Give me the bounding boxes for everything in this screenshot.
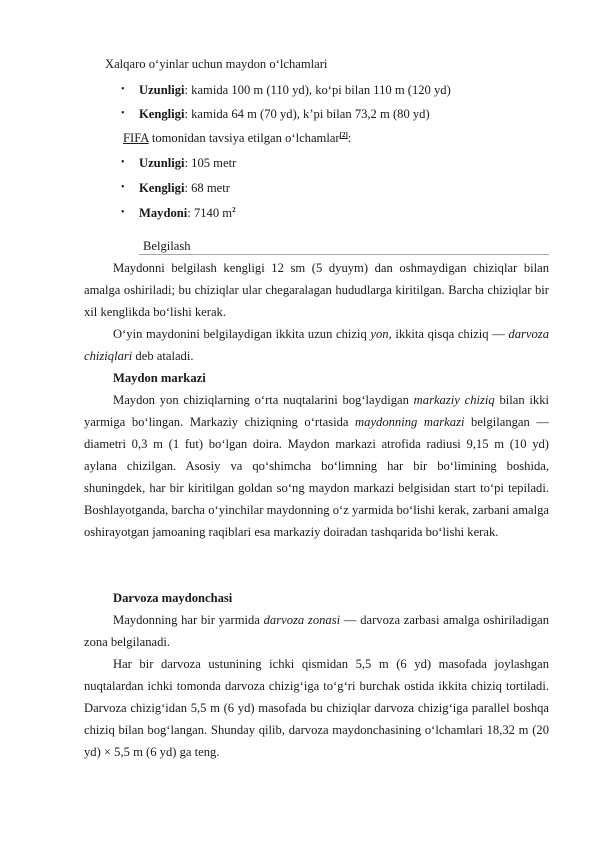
intl-length-item xyxy=(139,82,451,98)
bullet-marker: • xyxy=(121,157,125,168)
text-run: Maydon yon chiziqlarning oʻrta nuqtalarini bogʻlaydigan xyxy=(113,393,414,407)
subheading-markazi xyxy=(84,367,549,389)
item-label: Uzunligi xyxy=(139,83,185,97)
item-label: Maydoni xyxy=(139,206,188,220)
heading-divider xyxy=(139,254,549,255)
text-run: deb ataladi. xyxy=(132,349,194,363)
fifa-width-item xyxy=(139,180,230,196)
term-yon: yon, xyxy=(370,327,392,341)
term-darvoza-chiziqlari: darvoza chiziqlari xyxy=(84,327,549,363)
item-text: : kamida 100 m (110 yd), koʻpi bilan 110 m (120 yd) xyxy=(184,83,451,97)
fifa-area-item xyxy=(139,205,236,221)
superscript: 2 xyxy=(232,205,236,214)
paragraph-center xyxy=(84,389,549,543)
fifa-line xyxy=(123,130,351,146)
fifa-text: tomonidan tavsiya etilgan oʻlchamlar xyxy=(148,131,340,145)
subheading-text: Darvoza maydonchasi xyxy=(113,591,233,605)
bullet-marker: • xyxy=(121,182,125,193)
text-run: belgilangan — diametri 0,3 m (1 fut) boʻlgan doira. Maydon markazi atrofida radiusi 9,15 m (10 yd) aylana chizilgan. Asosiy va qoʻshimcha boʻlimning har bir boʻlimining boshida, shuningdek, har bir kiritilgan goldan soʻng maydon markazi belgisidan start toʻpi tepiladi. Boshlayotganda, barcha oʻyinchilar maydonning oʻz yarmida boʻlishi kerak, zarbani amalga oshirayotgan jamoaning raqiblari esa markaziy doiradan tashqarida boʻlishi kerak. xyxy=(84,415,549,539)
bullet-marker: • xyxy=(121,207,125,218)
item-label: Kengligi xyxy=(139,107,185,121)
text-run: Maydonning har bir yarmida xyxy=(113,613,264,627)
text-run: — darvoza zarbasi amalga oshiriladigan zona belgilanadi. xyxy=(84,613,550,649)
reference-link[interactable]: [2] xyxy=(339,130,348,139)
bullet-marker: • xyxy=(121,84,125,95)
item-text: : 105 metr xyxy=(184,156,237,170)
paragraph-sides xyxy=(84,323,549,367)
term-darvoza-zonasi: darvoza zonasi xyxy=(263,613,341,627)
subheading-darvoza xyxy=(84,587,549,609)
paragraph-lines: Maydonni belgilash kengligi 12 sm (5 dyuym) dan oshmaydigan chiziqlar bilan amalga oshiriladi; bu chiziqlar ular chegaralagan hududlarga kiritilgan. Barcha chiziqlar bir xil kenglikda boʻlishi kerak. xyxy=(84,261,549,319)
intro-line: Xalqaro oʻyinlar uchun maydon oʻlchamlari xyxy=(105,57,328,71)
paragraph-goal-zone xyxy=(84,609,549,653)
item-text: : 7140 m xyxy=(187,206,233,220)
section-heading: Belgilash xyxy=(143,239,191,253)
item-label: Kengligi xyxy=(139,181,185,195)
text-run: bilan ikki yarmiga boʻlingan. Markaziy chiziqning oʻrtasida xyxy=(84,393,549,429)
fifa-length-item xyxy=(139,155,236,171)
item-text: : 68 metr xyxy=(184,181,230,195)
item-label: Uzunligi xyxy=(139,156,185,170)
text-run: Oʻyin maydonini belgilaydigan ikkita uzun chiziq xyxy=(113,327,371,341)
bullet-marker: • xyxy=(121,108,125,119)
term-markaziy-chiziq: markaziy chiziq xyxy=(413,393,495,407)
item-text: : kamida 64 m (70 yd), k’pi bilan 73,2 m (80 yd) xyxy=(184,107,430,121)
intl-width-item xyxy=(139,106,430,122)
text-run: ikkita qisqa chiziq — xyxy=(391,327,509,341)
paragraph-goal-area: Har bir darvoza ustunining ichki qismidan 5,5 m (6 yd) masofada joylashgan nuqtalardan ichki tomonda darvoza chizigʻiga toʻgʻri burchak ostida ikkita chiziq tortiladi. Darvoza chizigʻidan 5,5 m (6 yd) masofada bu chiziqlar darvoza chizigʻiga parallel boshqa chiziq bilan bogʻlangan. Shunday qilib, darvoza maydonchasining oʻlchamlari 18,32 m (20 yd) × 5,5 m (6 yd) ga teng. xyxy=(84,657,549,759)
fifa-colon: : xyxy=(347,131,352,145)
subheading-text: Maydon markazi xyxy=(113,371,206,385)
fifa-link[interactable]: FIFA xyxy=(123,131,149,145)
term-maydonning-markazi: maydonning markazi xyxy=(355,415,465,429)
